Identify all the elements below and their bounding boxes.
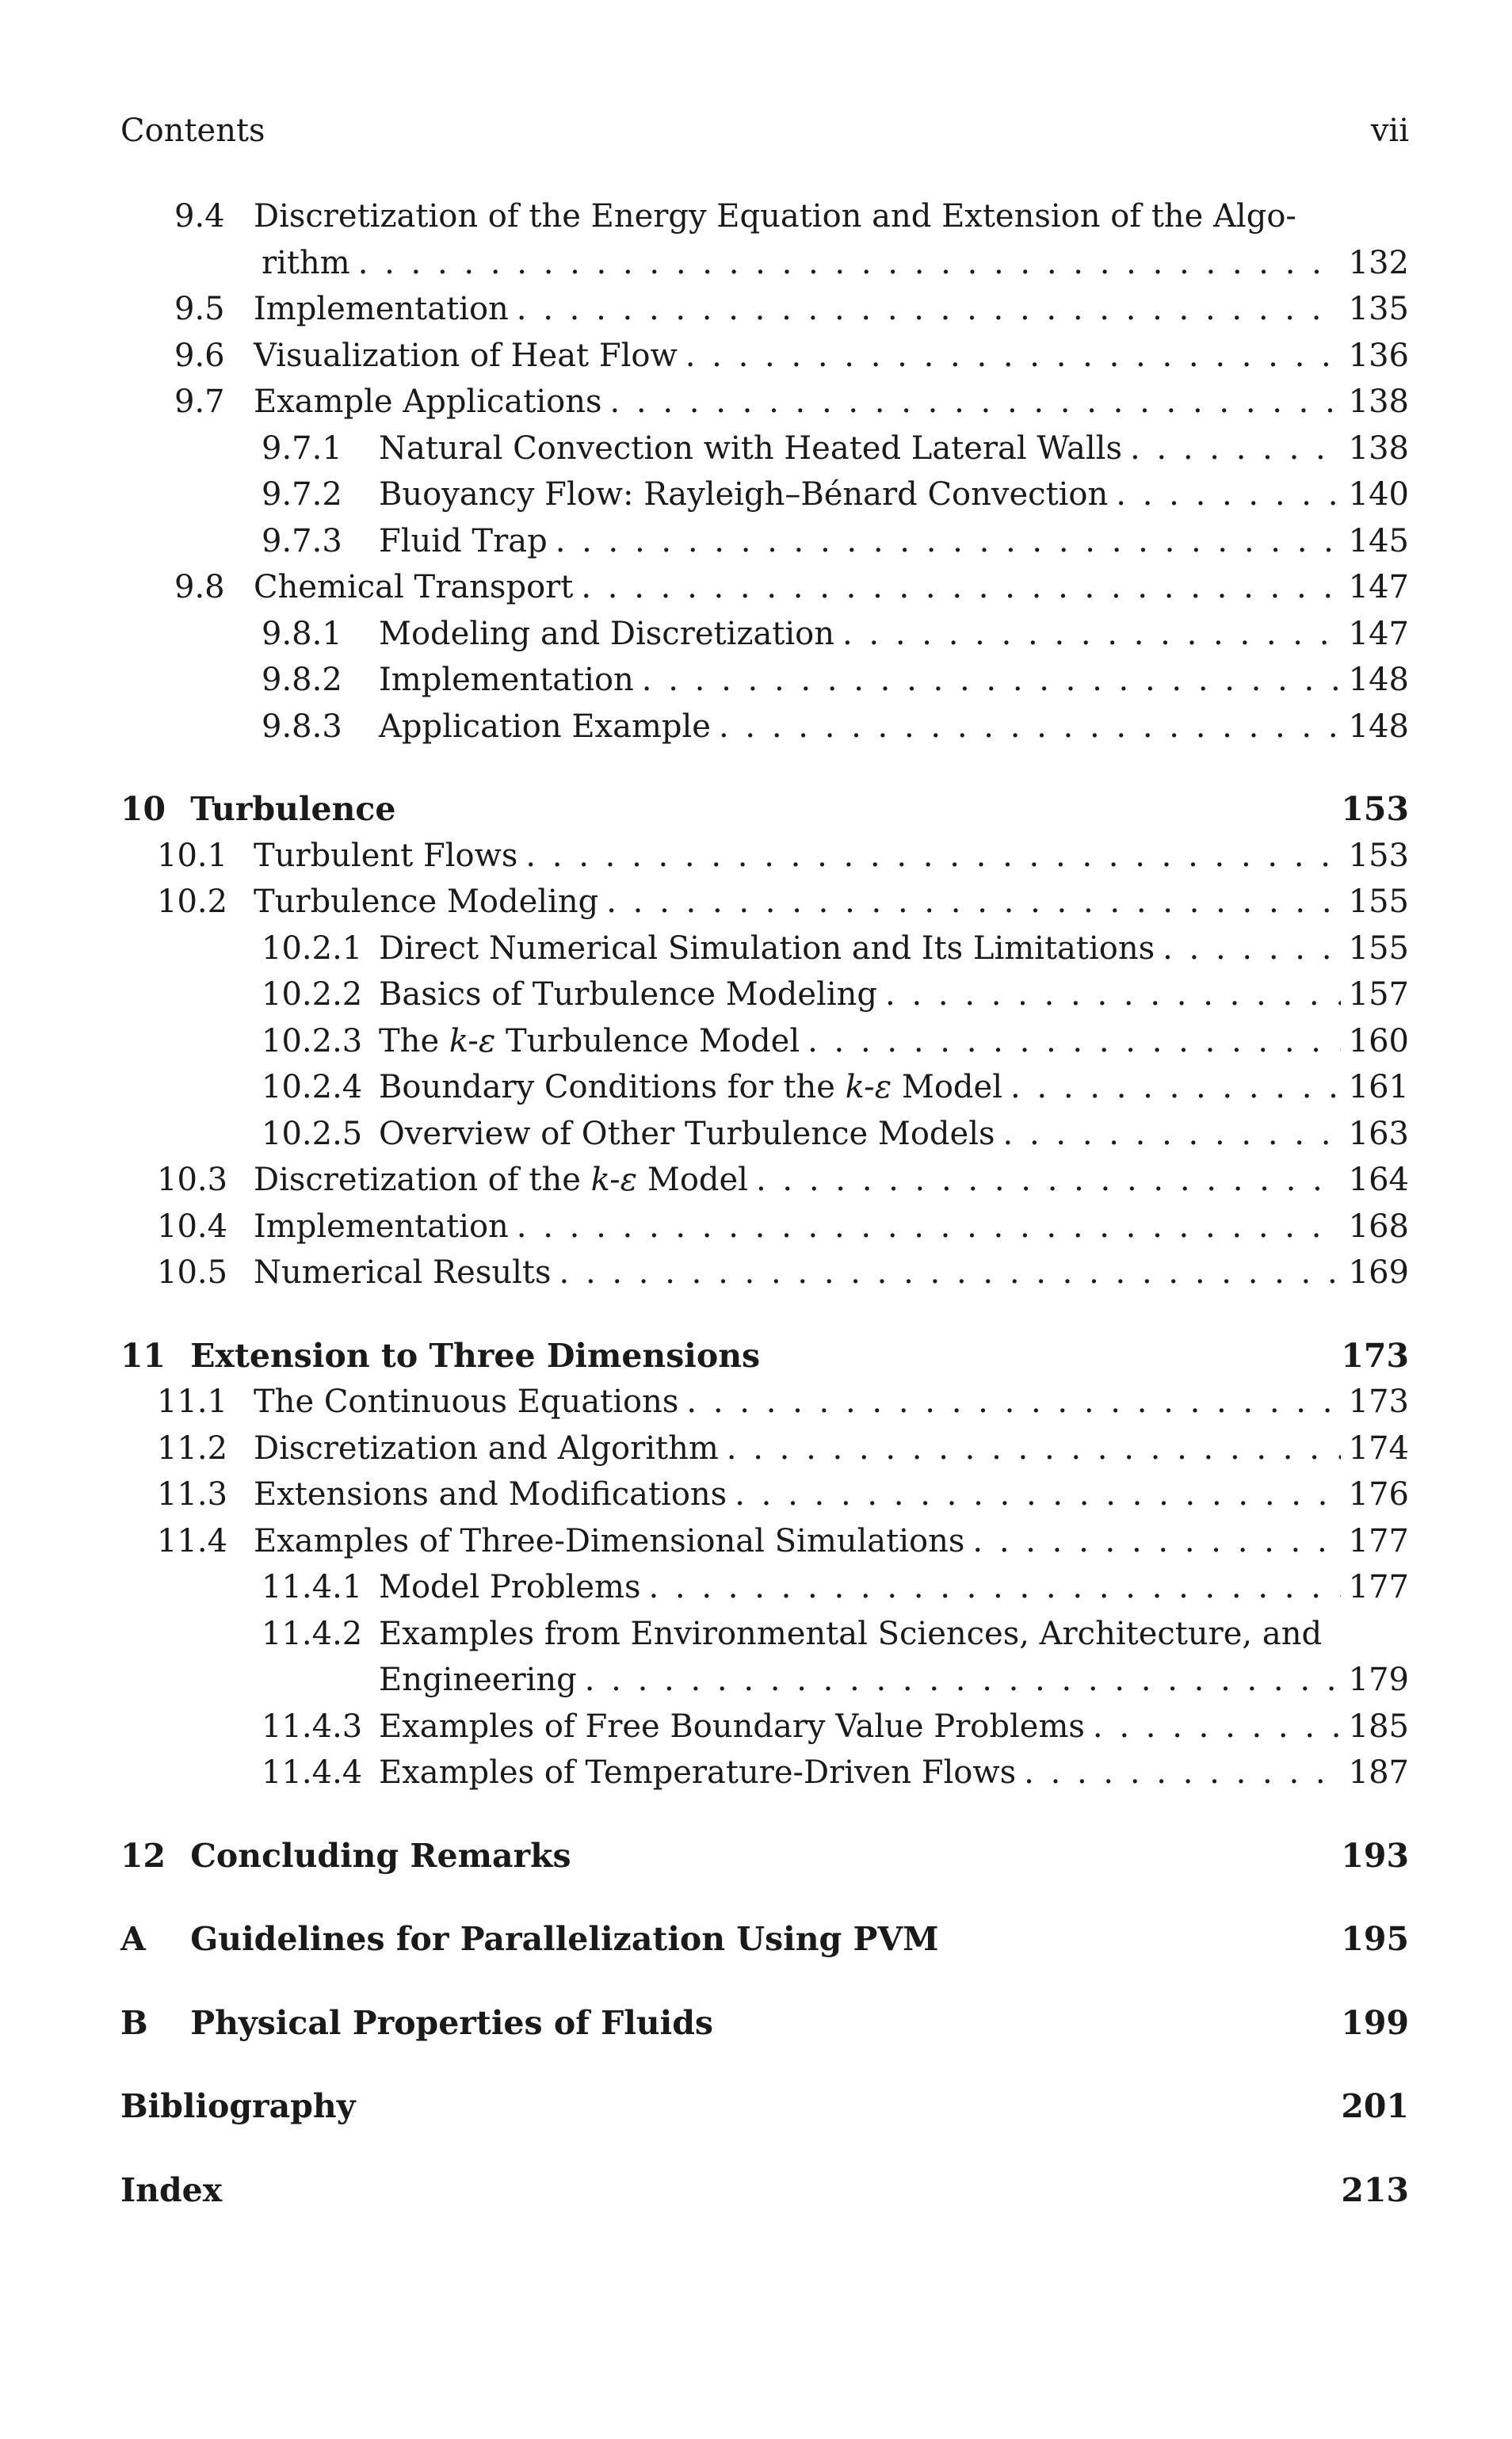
- toc-entry-number: 9.8.1: [262, 615, 342, 652]
- toc-chapter-title: Bibliography: [120, 2087, 356, 2125]
- toc-entry-title: Natural Convection with Heated Lateral Walls: [379, 429, 1122, 467]
- toc-entry-number: 11.4.1: [262, 1569, 363, 1605]
- dot-leader: [556, 518, 1341, 565]
- toc-entry-page: 160: [1348, 1022, 1409, 1059]
- toc-entry-title: Examples of Free Boundary Value Problems: [379, 1708, 1085, 1745]
- toc-entry-number: 10.5: [157, 1254, 228, 1291]
- dot-leader: [585, 1657, 1341, 1704]
- toc-entry-9-8-3[interactable]: [120, 704, 1409, 750]
- toc-entry-number: 11.4.2: [262, 1615, 363, 1652]
- toc-entry-title-math: k-ε: [449, 1022, 496, 1059]
- dot-leader: [1116, 471, 1340, 518]
- toc-entry-10-2-4[interactable]: [120, 1064, 1409, 1111]
- dot-leader: [1024, 1750, 1341, 1796]
- toc-entry-10-4[interactable]: [120, 1204, 1409, 1250]
- toc-chapter-heading: [120, 2000, 713, 2047]
- toc-entry-page: 173: [1348, 1384, 1409, 1420]
- toc-entry-title: Examples from Environmental Sciences, Architecture, and: [379, 1615, 1323, 1652]
- toc-entry-title-math: k-ε: [590, 1162, 638, 1198]
- toc-entry-11-4-2-continued[interactable]: [120, 1657, 1409, 1704]
- spacer: [120, 1879, 1409, 1916]
- toc-entry-page: 169: [1348, 1254, 1409, 1291]
- dot-leader: [1130, 426, 1341, 472]
- toc-entry-number: 9.8.2: [262, 662, 342, 698]
- toc-entry-11-4-2[interactable]: [120, 1611, 1409, 1658]
- toc-entry-title: Numerical Results: [254, 1254, 552, 1291]
- toc-entry-title: Overview of Other Turbulence Models: [379, 1115, 995, 1152]
- toc-entry-page: 164: [1348, 1162, 1409, 1198]
- toc-entry-9-5[interactable]: [120, 286, 1409, 333]
- toc-chapter-11[interactable]: [120, 1333, 1409, 1380]
- toc-entry-number: 9.4: [174, 198, 225, 235]
- toc-entry-11-4-4[interactable]: [120, 1750, 1409, 1796]
- toc-entry-title: Direct Numerical Simulation and Its Limitations: [379, 929, 1155, 967]
- toc-entry-title: The Continuous Equations: [254, 1384, 679, 1420]
- toc-chapter-number: B: [120, 2003, 148, 2042]
- toc-entry-page: 155: [1348, 929, 1409, 967]
- toc-entry-title: Chemical Transport: [254, 569, 574, 605]
- dot-leader: [525, 833, 1340, 880]
- dot-leader: [685, 333, 1341, 380]
- toc-chapter-page: 193: [1341, 1836, 1409, 1875]
- toc-entry-9-8[interactable]: [120, 564, 1409, 611]
- toc-entry-9-4-continued[interactable]: [120, 240, 1409, 287]
- toc-entry-page: 177: [1348, 1569, 1409, 1605]
- toc-entry-page: 157: [1348, 976, 1409, 1013]
- dot-leader: [756, 1157, 1341, 1204]
- dot-leader: [517, 1204, 1341, 1250]
- toc-entry-10-2[interactable]: [120, 879, 1409, 926]
- toc-entry-number: 9.7.3: [262, 522, 342, 559]
- toc-chapter-title: Turbulence: [190, 790, 396, 828]
- table-of-contents: [120, 193, 1409, 2213]
- toc-entry-page: 136: [1348, 337, 1409, 374]
- dot-leader: [559, 1250, 1341, 1296]
- toc-entry-number: 10.4: [157, 1208, 228, 1245]
- toc-entry-title: Implementation: [254, 291, 509, 327]
- dot-leader: [1093, 1704, 1341, 1750]
- dot-leader: [808, 1018, 1341, 1065]
- toc-chapter-title: Physical Properties of Fluids: [190, 2003, 713, 2042]
- toc-entry-page: 155: [1348, 884, 1409, 920]
- toc-entry-title: Implementation: [254, 1208, 509, 1245]
- toc-entry-number: 9.5: [174, 291, 225, 327]
- toc-entry-title: Examples of Three-Dimensional Simulations: [254, 1522, 965, 1559]
- dot-leader: [517, 286, 1341, 333]
- dot-leader: [719, 704, 1341, 750]
- toc-entry-page: 179: [1348, 1662, 1409, 1698]
- toc-entry-9-4[interactable]: [120, 193, 1409, 240]
- toc-chapter-heading: [120, 1916, 939, 1963]
- toc-chapter-heading: [120, 1333, 760, 1380]
- spacer: [120, 1796, 1409, 1833]
- toc-entry-11-4-1[interactable]: [120, 1564, 1409, 1611]
- toc-entry-title: Modeling and Discretization: [379, 615, 834, 652]
- toc-entry-page: 187: [1348, 1754, 1409, 1791]
- toc-chapter-heading: [120, 786, 395, 833]
- toc-entry-9-6[interactable]: [120, 333, 1409, 380]
- toc-entry-title-continued: Engineering: [379, 1662, 577, 1698]
- dot-leader: [1163, 926, 1341, 972]
- toc-entry-page: 145: [1348, 522, 1409, 559]
- dot-leader: [1003, 1111, 1341, 1158]
- toc-entry-page: 148: [1348, 662, 1409, 698]
- toc-entry-number: 11.1: [157, 1384, 228, 1420]
- dot-leader: [642, 657, 1341, 704]
- toc-chapter-title: Extension to Three Dimensions: [190, 1336, 761, 1375]
- spacer: [120, 2130, 1409, 2167]
- dot-leader: [735, 1471, 1340, 1518]
- toc-entry-9-7-2[interactable]: [120, 471, 1409, 518]
- toc-entry-title: Turbulent Flows: [254, 837, 518, 874]
- dot-leader: [686, 1379, 1340, 1426]
- toc-entry-number: 10.2.5: [262, 1115, 363, 1152]
- toc-entry-title-continued: rithm: [262, 244, 350, 281]
- toc-entry-number: 9.8.3: [262, 708, 342, 745]
- toc-entry-page: 161: [1348, 1069, 1409, 1105]
- toc-entry-page: 138: [1348, 384, 1409, 420]
- toc-entry-title-text: Model: [892, 1069, 1002, 1105]
- toc-entry-page: 185: [1348, 1708, 1409, 1745]
- dot-leader: [648, 1564, 1340, 1611]
- toc-entry-number: 10.2.2: [262, 976, 363, 1013]
- toc-entry-number: 9.6: [174, 337, 225, 374]
- toc-chapter-title: Concluding Remarks: [190, 1836, 571, 1875]
- toc-chapter-page: 195: [1341, 1920, 1409, 1958]
- toc-entry-title: Fluid Trap: [379, 522, 548, 559]
- toc-entry-title: Model Problems: [379, 1569, 641, 1605]
- toc-entry-11-4-3[interactable]: [120, 1704, 1409, 1750]
- toc-entry-title-math: k-ε: [845, 1069, 892, 1105]
- toc-entry-9-7-1[interactable]: [120, 426, 1409, 472]
- toc-entry-10-1[interactable]: [120, 833, 1409, 880]
- toc-chapter-number: 11: [120, 1336, 166, 1375]
- toc-entry-10-2-1[interactable]: [120, 926, 1409, 972]
- toc-entry-title: Application Example: [379, 708, 711, 745]
- toc-chapter-title: Index: [120, 2170, 223, 2209]
- toc-entry-title: [254, 1157, 748, 1204]
- toc-chapter-page: 153: [1341, 790, 1409, 828]
- toc-chapter-title: Guidelines for Parallelization Using PVM: [190, 1920, 939, 1958]
- toc-entry-number: 10.2.4: [262, 1069, 363, 1105]
- toc-appendix-a[interactable]: [120, 1916, 1409, 1963]
- toc-entry-title: Basics of Turbulence Modeling: [379, 976, 878, 1013]
- dot-leader: [606, 879, 1340, 926]
- toc-entry-number: 11.4: [157, 1522, 228, 1559]
- toc-entry-title: Implementation: [379, 662, 634, 698]
- spacer: [120, 750, 1409, 786]
- toc-chapter-number: A: [120, 1920, 146, 1958]
- toc-entry-number: 9.7: [174, 384, 225, 420]
- running-head-title: Contents: [120, 113, 265, 149]
- toc-entry-title: [379, 1064, 1002, 1111]
- toc-entry-title: Extensions and Modifications: [254, 1476, 727, 1513]
- toc-entry-number: 11.4.4: [262, 1754, 363, 1791]
- spacer: [120, 2046, 1409, 2083]
- dot-leader: [972, 1518, 1340, 1565]
- toc-entry-11-1[interactable]: [120, 1379, 1409, 1426]
- toc-entry-page: 147: [1348, 569, 1409, 605]
- dot-leader: [581, 564, 1340, 611]
- toc-entry-page: 132: [1348, 244, 1409, 281]
- toc-chapter-number: 10: [120, 790, 166, 828]
- toc-entry-title-text: Model: [637, 1162, 748, 1198]
- toc-entry-number: 9.7.1: [262, 429, 342, 467]
- toc-entry-number: 10.3: [157, 1162, 228, 1198]
- toc-entry-title: Example Applications: [254, 384, 602, 420]
- toc-chapter-10[interactable]: [120, 786, 1409, 833]
- toc-entry-page: 174: [1348, 1429, 1409, 1467]
- toc-entry-10-2-3[interactable]: [120, 1018, 1409, 1065]
- toc-entry-page: 135: [1348, 291, 1409, 327]
- spacer: [120, 1963, 1409, 2000]
- toc-index[interactable]: [120, 2167, 1409, 2214]
- dot-leader: [1010, 1064, 1341, 1111]
- toc-entry-page: 168: [1348, 1208, 1409, 1245]
- dot-leader: [358, 240, 1341, 287]
- dot-leader: [610, 379, 1341, 426]
- running-head-page-number: vii: [1370, 113, 1409, 149]
- toc-entry-number: 9.7.2: [262, 476, 342, 513]
- toc-entry-page: 163: [1348, 1115, 1409, 1152]
- toc-entry-11-2[interactable]: [120, 1426, 1409, 1472]
- toc-entry-title: Visualization of Heat Flow: [254, 337, 678, 374]
- running-head: [120, 113, 1409, 160]
- toc-chapter-page: 201: [1341, 2087, 1409, 2125]
- toc-entry-page: 153: [1348, 837, 1409, 874]
- toc-entry-11-4[interactable]: [120, 1518, 1409, 1565]
- toc-entry-page: 148: [1348, 708, 1409, 745]
- toc-entry-9-7-3[interactable]: [120, 518, 1409, 565]
- toc-entry-number: 10.2.1: [262, 929, 363, 967]
- toc-entry-number: 10.2: [157, 884, 228, 920]
- toc-entry-number: 11.2: [157, 1429, 228, 1467]
- toc-entry-title: Turbulence Modeling: [254, 884, 599, 920]
- toc-entry-9-8-2[interactable]: [120, 657, 1409, 704]
- toc-entry-title-text: Turbulence Model: [495, 1022, 800, 1059]
- toc-chapter-page: 199: [1341, 2003, 1409, 2042]
- toc-entry-page: 147: [1348, 615, 1409, 652]
- dot-leader: [885, 971, 1341, 1018]
- toc-entry-number: 9.8: [174, 569, 225, 605]
- toc-entry-10-2-2[interactable]: [120, 971, 1409, 1018]
- toc-entry-number: 11.4.3: [262, 1708, 363, 1745]
- toc-entry-number: 10.1: [157, 837, 228, 874]
- toc-entry-9-8-1[interactable]: [120, 611, 1409, 658]
- toc-entry-page: 140: [1348, 476, 1409, 513]
- dot-leader: [727, 1426, 1341, 1472]
- dot-leader: [842, 611, 1341, 658]
- toc-entry-page: 176: [1348, 1476, 1409, 1513]
- toc-entry-title-text: Discretization of the: [254, 1162, 591, 1198]
- toc-appendix-b[interactable]: [120, 2000, 1409, 2047]
- spacer: [120, 1296, 1409, 1333]
- toc-chapter-page: 173: [1341, 1336, 1409, 1375]
- toc-entry-title: Buoyancy Flow: Rayleigh–Bénard Convection: [379, 476, 1109, 513]
- toc-entry-number: 11.3: [157, 1476, 228, 1513]
- toc-entry-10-2-5[interactable]: [120, 1111, 1409, 1158]
- toc-chapter-page: 213: [1341, 2170, 1409, 2209]
- toc-entry-page: 138: [1348, 429, 1409, 467]
- toc-entry-title-text: The: [379, 1022, 449, 1059]
- toc-entry-10-3[interactable]: [120, 1157, 1409, 1204]
- toc-entry-10-5[interactable]: [120, 1250, 1409, 1296]
- toc-entry-title: Discretization of the Energy Equation and Extension of the Algo-: [254, 198, 1296, 235]
- toc-entry-page: 177: [1348, 1522, 1409, 1559]
- toc-bibliography[interactable]: [120, 2083, 1409, 2130]
- toc-chapter-number: 12: [120, 1836, 166, 1875]
- toc-entry-title: [379, 1018, 800, 1065]
- toc-entry-title: Examples of Temperature-Driven Flows: [379, 1754, 1017, 1791]
- toc-entry-number: 10.2.3: [262, 1022, 363, 1059]
- toc-entry-title-text: Boundary Conditions for the: [379, 1069, 846, 1105]
- toc-chapter-heading: [120, 1833, 571, 1880]
- toc-chapter-12[interactable]: [120, 1833, 1409, 1880]
- toc-entry-title: Discretization and Algorithm: [254, 1429, 719, 1467]
- toc-entry-11-3[interactable]: [120, 1471, 1409, 1518]
- toc-entry-9-7[interactable]: [120, 379, 1409, 426]
